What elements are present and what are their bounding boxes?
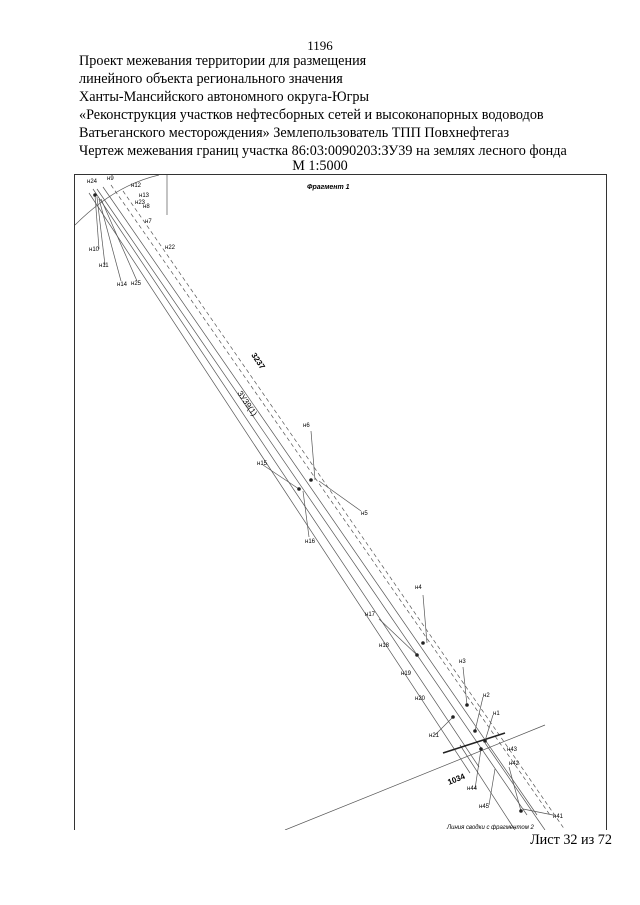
corridor-line-6 xyxy=(123,191,565,830)
point-label-n6: н6 xyxy=(303,423,310,429)
point-label-n4: н4 xyxy=(415,585,422,591)
point-label-n45: н45 xyxy=(479,804,489,810)
point-marker xyxy=(451,715,455,719)
leader-n41 xyxy=(523,809,553,815)
corridor-line-1 xyxy=(89,193,470,773)
join-note: Линия сводки с фрагментом 2 xyxy=(447,825,534,830)
quarter-label-top: 3237 xyxy=(249,351,267,371)
point-label-n17: н17 xyxy=(365,612,375,618)
road-lower-right xyxy=(485,743,545,830)
point-label-n19: н19 xyxy=(401,671,411,677)
point-label-n20: н20 xyxy=(415,696,425,702)
page-number: 1196 xyxy=(307,38,333,53)
corridor-line-5 xyxy=(111,185,550,815)
quarter-boundary-bottom xyxy=(285,725,545,830)
parcel-label: ЗУ39(1) xyxy=(235,389,259,418)
leader-n3 xyxy=(463,667,467,705)
corridor-line-2 xyxy=(93,189,479,767)
point-marker xyxy=(297,487,301,491)
point-label-n10: н10 xyxy=(89,247,99,253)
corridor-line-4 xyxy=(103,187,537,815)
header-line-4: «Реконструкция участков нефтесборных сетей и высоконапорных водоводов xyxy=(79,107,544,123)
header-line-5: Ватьеганского месторождения» Землепользователь ТПП Повхнефтегаз xyxy=(79,125,510,141)
point-label-n11: н11 xyxy=(99,263,109,269)
point-label-n42: н42 xyxy=(509,761,519,767)
point-label-n21: н21 xyxy=(429,733,439,739)
point-marker xyxy=(421,641,425,645)
sheet-number: Лист 32 из 72 xyxy=(530,832,612,848)
corridor-line-3 xyxy=(97,189,527,815)
point-label-n41: н41 xyxy=(553,814,563,820)
point-label-n1: н1 xyxy=(493,711,500,717)
leader-n10 xyxy=(95,195,99,249)
point-label-n14: н14 xyxy=(117,282,127,288)
point-label-n24: н24 xyxy=(87,179,97,185)
leader-n16 xyxy=(303,491,309,537)
quarter-label-bottom: 1034 xyxy=(446,771,467,787)
point-marker xyxy=(483,739,487,743)
point-label-n8: н8 xyxy=(143,204,150,210)
point-label-n23: н23 xyxy=(135,200,145,206)
point-label-n7: н7 xyxy=(145,219,152,225)
point-label-n43: н43 xyxy=(507,747,517,753)
leader-n2 xyxy=(475,697,483,731)
survey-drawing xyxy=(75,175,606,830)
point-marker xyxy=(93,193,97,197)
point-marker xyxy=(309,478,313,482)
point-label-n18: н18 xyxy=(379,643,389,649)
point-label-n25: н25 xyxy=(131,281,141,287)
point-label-n3: н3 xyxy=(459,659,466,665)
point-label-n13: н13 xyxy=(139,193,149,199)
header-line-2: линейного объекта регионального значения xyxy=(79,71,343,87)
point-marker xyxy=(465,703,469,707)
map-scale: М 1:5000 xyxy=(292,158,348,174)
leader-n5 xyxy=(319,481,361,511)
point-label-n22: н22 xyxy=(165,245,175,251)
point-label-n5: н5 xyxy=(361,511,368,517)
leader-n18 xyxy=(379,619,417,655)
leader-n45 xyxy=(489,769,495,805)
header-line-3: Ханты-Мансийского автономного округа-Югры xyxy=(79,89,370,105)
point-label-n9: н9 xyxy=(107,176,114,182)
point-label-n12: н12 xyxy=(131,183,141,189)
point-label-n2: н2 xyxy=(483,693,490,699)
point-marker xyxy=(519,809,523,813)
survey-drawing-frame xyxy=(74,174,607,830)
point-marker xyxy=(473,729,477,733)
header-line-6: Чертеж межевания границ участка 86:03:0090203:ЗУ39 на землях лесного фонда xyxy=(79,143,567,159)
point-marker xyxy=(415,653,419,657)
point-label-n15: н15 xyxy=(257,461,267,467)
header-line-1: Проект межевания территории для размещения xyxy=(79,53,367,69)
quarter-boundary-thick xyxy=(443,733,505,753)
point-label-n44: н44 xyxy=(467,786,477,792)
fragment-title: Фрагмент 1 xyxy=(307,184,350,191)
point-label-n16: н16 xyxy=(305,539,315,545)
point-marker xyxy=(479,747,483,751)
